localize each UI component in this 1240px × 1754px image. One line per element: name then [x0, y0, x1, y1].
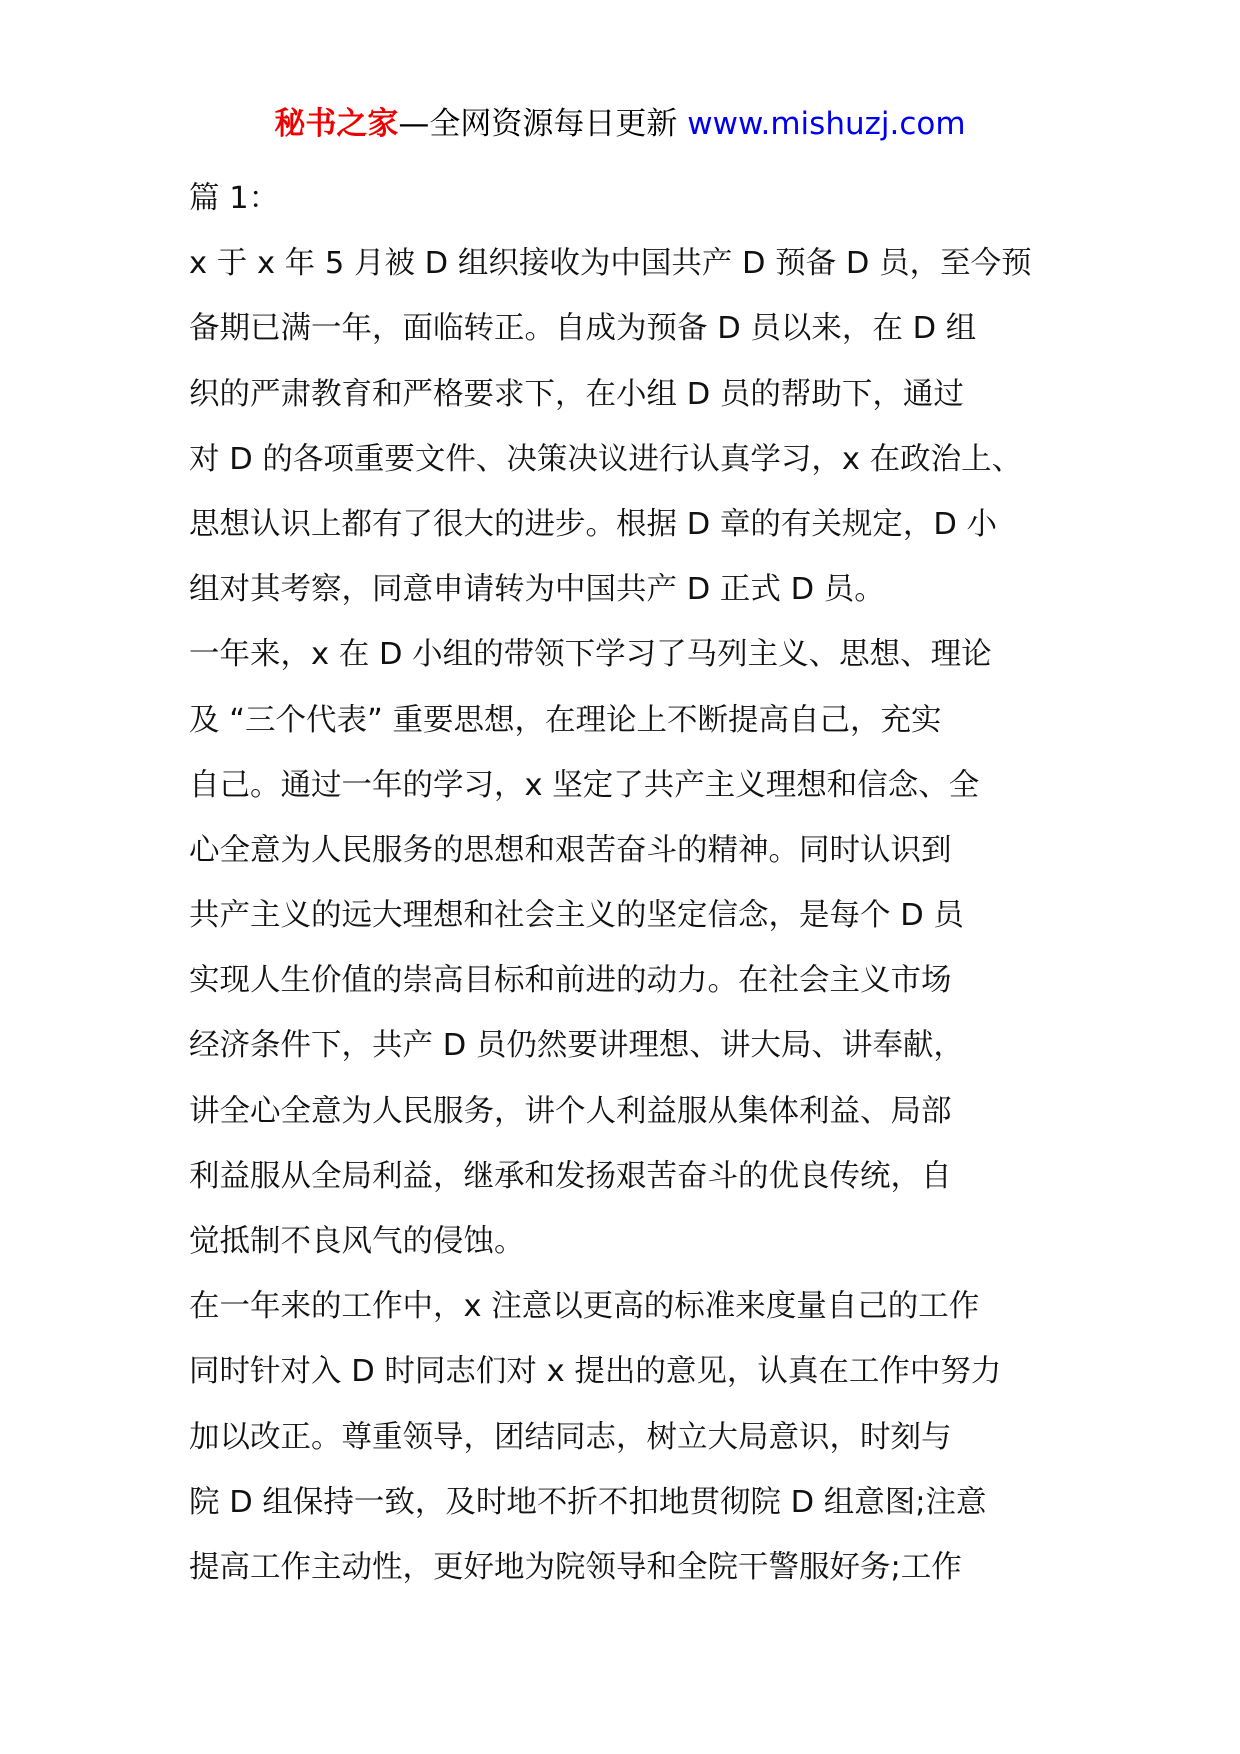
- text-line: 在一年来的工作中，x 注意以更高的标准来度量自己的工作: [189, 1289, 980, 1325]
- text-line: 组对其考察，同意申请转为中国共产 D 正式 D 员。: [189, 572, 885, 608]
- site-url-link[interactable]: www.mishuzj.com: [687, 106, 966, 142]
- text-line: 思想认识上都有了很大的进步。根据 D 章的有关规定，D 小: [189, 506, 998, 542]
- text-line: 讲全心全意为人民服务，讲个人利益服从集体利益、局部: [189, 1093, 952, 1129]
- text-line: 提高工作主动性，更好地为院领导和全院干警服好务;工作: [189, 1549, 962, 1585]
- site-header: [0, 102, 1240, 146]
- text-line: 及 “三个代表” 重要思想，在理论上不断提高自己，充实: [189, 702, 942, 738]
- text-line: 觉抵制不良风气的侵蚀。: [189, 1224, 525, 1259]
- text-line: 备期已满一年，面临转正。自成为预备 D 员以来，在 D 组: [189, 311, 977, 347]
- document-body: [189, 166, 1069, 1600]
- site-brand: 秘书之家: [274, 106, 399, 142]
- text-line: x 于 x 年 5 月被 D 组织接收为中国共产 D 预备 D 员，至今预: [189, 246, 1032, 282]
- text-line: 利益服从全局利益，继承和发扬艰苦奋斗的优良传统，自: [189, 1158, 952, 1194]
- text-line: 心全意为人民服务的思想和艰苦奋斗的精神。同时认识到: [189, 832, 952, 868]
- site-tagline: —全网资源每日更新: [398, 106, 688, 142]
- text-line: 实现人生价值的崇高目标和前进的动力。在社会主义市场: [189, 963, 952, 999]
- text-line: 加以改正。尊重领导，团结同志，树立大局意识，时刻与: [189, 1419, 952, 1455]
- section-heading: 篇 1：: [189, 181, 280, 216]
- text-line: 经济条件下，共产 D 员仍然要讲理想、讲大局、讲奉献，: [189, 1028, 964, 1064]
- text-line: 同时针对入 D 时同志们对 x 提出的意见，认真在工作中努力: [189, 1354, 1002, 1390]
- text-line: 织的严肃教育和严格要求下，在小组 D 员的帮助下，通过: [189, 376, 964, 412]
- text-line: 院 D 组保持一致，及时地不折不扣地贯彻院 D 组意图;注意: [189, 1484, 987, 1520]
- text-line: 共产主义的远大理想和社会主义的坚定信念，是每个 D 员: [189, 898, 964, 934]
- text-line: 对 D 的各项重要文件、决策决议进行认真学习，x 在政治上、: [189, 441, 1023, 477]
- text-line: 一年来，x 在 D 小组的带领下学习了马列主义、思想、理论: [189, 637, 992, 673]
- text-line: 自己。通过一年的学习，x 坚定了共产主义理想和信念、全: [189, 767, 980, 803]
